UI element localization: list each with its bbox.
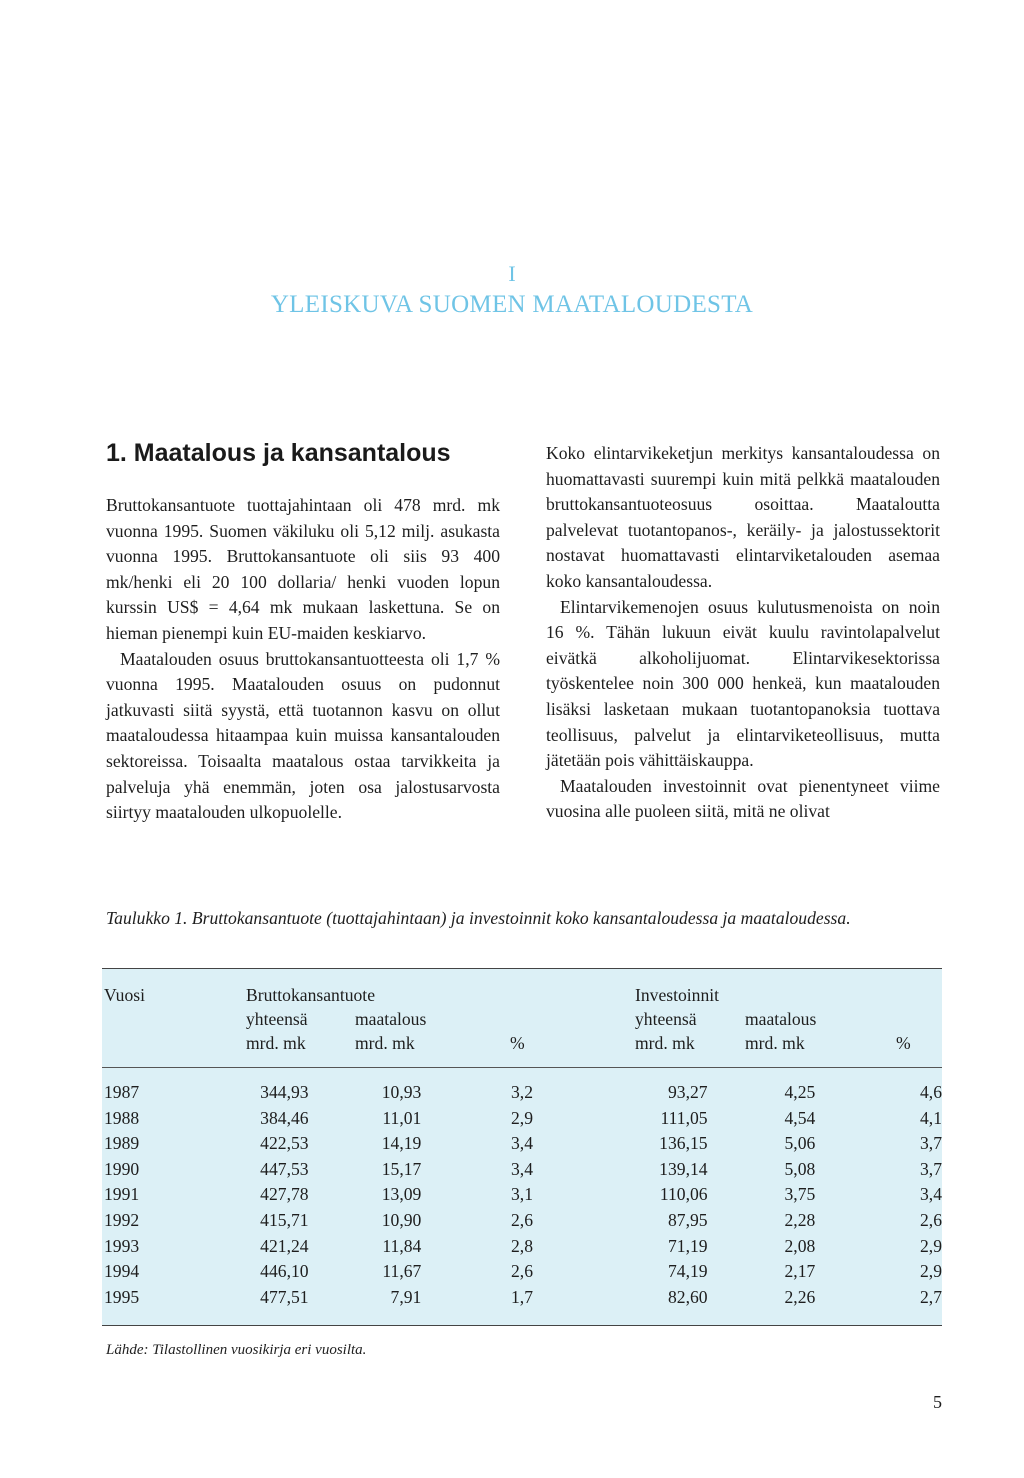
year-cell: 1992 <box>104 1209 140 1230</box>
value-cell: 7,91 <box>390 1286 422 1307</box>
chapter-heading <box>0 262 1024 320</box>
value-cell: 2,9 <box>920 1261 942 1282</box>
header-inv-total: yhteensä <box>635 1009 697 1029</box>
value-cell: 11,01 <box>382 1107 422 1128</box>
value-cell: 2,6 <box>511 1209 533 1230</box>
value-cell: 14,19 <box>381 1133 422 1154</box>
value-cell: 384,46 <box>260 1107 309 1128</box>
value-cell: 3,4 <box>920 1184 942 1205</box>
right-column <box>546 441 940 825</box>
value-cell: 1,7 <box>511 1286 533 1307</box>
header-gdp-agri: maatalous <box>355 1009 427 1029</box>
value-cell: 2,7 <box>920 1286 942 1307</box>
value-cell: 3,1 <box>511 1184 533 1205</box>
value-cell: 10,90 <box>381 1209 422 1230</box>
value-cell: 427,78 <box>260 1184 309 1205</box>
table-row <box>102 1234 942 1260</box>
year-cell: 1993 <box>104 1235 140 1256</box>
value-cell: 87,95 <box>667 1209 708 1230</box>
value-cell: 3,75 <box>784 1184 816 1205</box>
value-cell: 3,7 <box>920 1158 942 1179</box>
left-column <box>106 438 500 826</box>
value-cell: 110,06 <box>659 1184 708 1205</box>
header-inv-agri: maatalous <box>745 1009 817 1029</box>
year-cell: 1987 <box>104 1082 140 1102</box>
header-gdp-agri-unit: mrd. mk <box>355 1033 415 1053</box>
page-number: 5 <box>933 1392 942 1412</box>
value-cell: 3,7 <box>920 1133 942 1154</box>
value-cell: 3,4 <box>511 1158 533 1179</box>
table-source: Lähde: Tilastollinen vuosikirja eri vuosilta. <box>106 1342 367 1358</box>
value-cell: 2,26 <box>784 1286 816 1307</box>
value-cell: 93,27 <box>667 1082 708 1102</box>
value-cell: 136,15 <box>659 1133 708 1154</box>
value-cell: 2,08 <box>784 1235 816 1256</box>
value-cell: 11,84 <box>382 1235 422 1256</box>
year-cell: 1989 <box>104 1133 140 1154</box>
paragraph: Maatalouden investoinnit ovat pienentyneet viime vuosina alle puoleen siitä, mitä ne olivat <box>546 775 940 822</box>
value-cell: 5,08 <box>784 1158 816 1179</box>
table-row <box>102 1285 942 1311</box>
value-cell: 477,51 <box>260 1286 309 1307</box>
table-row <box>102 1157 942 1183</box>
table-row <box>102 1080 942 1106</box>
value-cell: 74,19 <box>667 1261 708 1282</box>
value-cell: 344,93 <box>260 1082 309 1102</box>
value-cell: 3,2 <box>511 1082 533 1102</box>
value-cell: 2,8 <box>511 1235 533 1256</box>
paragraph: Bruttokansantuote tuottajahintaan oli 478 mrd. mk vuonna 1995. Suomen väkiluku oli 5,12 milj. asukasta vuonna 1995. Bruttokansantuote oli siis 93 400 mk/henki eli 20 100 dollaria/ henki vuoden lopun kurssin US$ = 4,64 mk mukaan laskettuna. Se on hieman pienempi kuin EU-maiden keskiarvo. <box>106 495 500 643</box>
year-cell: 1995 <box>104 1286 140 1307</box>
header-gdp-unit: mrd. mk <box>246 1033 306 1053</box>
value-cell: 415,71 <box>260 1209 309 1230</box>
value-cell: 2,17 <box>784 1261 816 1282</box>
value-cell: 11,67 <box>382 1261 422 1282</box>
section-heading: 1. Maatalous ja kansantalous <box>106 439 451 467</box>
value-cell: 2,9 <box>511 1107 533 1128</box>
value-cell: 10,93 <box>381 1082 422 1102</box>
value-cell: 15,17 <box>381 1158 422 1179</box>
value-cell: 4,1 <box>920 1107 942 1128</box>
header-investment-group: Investoinnit <box>635 985 720 1005</box>
value-cell: 2,28 <box>784 1209 816 1230</box>
value-cell: 2,9 <box>920 1235 942 1256</box>
value-cell: 4,25 <box>784 1082 816 1102</box>
chapter-title: YLEISKUVA SUOMEN MAATALOUDESTA <box>270 291 754 318</box>
header-rule <box>102 1067 942 1068</box>
table-row <box>102 1259 942 1285</box>
table-row <box>102 1182 942 1208</box>
paragraph: Elintarvikemenojen osuus kulutusmenoista on noin 16 %. Tähän lukuun eivät kuulu ravintolapalvelut eivätkä alkoholijuomat. Elintarvikesektorissa työskentelee noin 300 000 henkeä, kun maatalouden lisäksi lasketaan mukaan tuotantopanoksia tuottava teollisuus, palvelut ja elintarviketeollisuus, mutta jätetään pois vähittäiskauppa. <box>546 596 940 771</box>
year-cell: 1994 <box>104 1261 140 1282</box>
paragraph: Maatalouden osuus bruttokansantuotteesta oli 1,7 % vuonna 1995. Maatalouden osuus on pudonnut jatkuvasti siitä syystä, että tuotannon kasvu on ollut maataloudessa hitaampaa kuin muissa kansantalouden sektoreissa. Toisaalta maatalous ostaa tarvikkeita ja palveluja yhä enemmän, joten osa jalostusarvosta siirtyy maatalouden ulkopuolelle. <box>106 648 500 823</box>
paragraph: Koko elintarvikeketjun merkitys kansantaloudessa on huomattavasti suurempi kuin mitä pelkkä maatalouden bruttokansantuoteosuus osoittaa. Maataloutta palvelevat tuotantopanos-, keräily- ja jalostussektorit nostavat huomattavasti elintarviketalouden asemaa koko kansantaloudessa. <box>546 443 940 591</box>
header-gdp-total: yhteensä <box>246 1009 308 1029</box>
header-gdp-group: Bruttokansantuote <box>246 985 375 1005</box>
value-cell: 13,09 <box>381 1184 422 1205</box>
value-cell: 421,24 <box>260 1235 309 1256</box>
header-inv-unit: mrd. mk <box>635 1033 695 1053</box>
value-cell: 4,6 <box>920 1082 942 1102</box>
header-inv-percent: % <box>896 1033 911 1053</box>
value-cell: 82,60 <box>667 1286 708 1307</box>
year-cell: 1988 <box>104 1107 140 1128</box>
data-table <box>102 968 942 1326</box>
header-inv-agri-unit: mrd. mk <box>745 1033 805 1053</box>
table-row <box>102 1131 942 1157</box>
year-cell: 1990 <box>104 1158 140 1179</box>
value-cell: 2,6 <box>920 1209 942 1230</box>
value-cell: 2,6 <box>511 1261 533 1282</box>
value-cell: 3,4 <box>511 1133 533 1154</box>
table-row <box>102 1208 942 1234</box>
header-gdp-percent: % <box>510 1033 525 1053</box>
table-caption: Taulukko 1. Bruttokansantuote (tuottajahintaan) ja investoinnit koko kansantaloudessa ja maataloudessa. <box>106 908 851 928</box>
value-cell: 5,06 <box>784 1133 816 1154</box>
value-cell: 111,05 <box>660 1107 708 1128</box>
value-cell: 139,14 <box>659 1158 708 1179</box>
table-body <box>102 1080 942 1310</box>
value-cell: 4,54 <box>784 1107 816 1128</box>
value-cell: 447,53 <box>260 1158 309 1179</box>
table-row <box>102 1106 942 1132</box>
value-cell: 71,19 <box>667 1235 708 1256</box>
value-cell: 422,53 <box>260 1133 309 1154</box>
chapter-number: I <box>508 261 516 286</box>
header-year: Vuosi <box>104 985 145 1005</box>
value-cell: 446,10 <box>260 1261 309 1282</box>
year-cell: 1991 <box>104 1184 140 1205</box>
